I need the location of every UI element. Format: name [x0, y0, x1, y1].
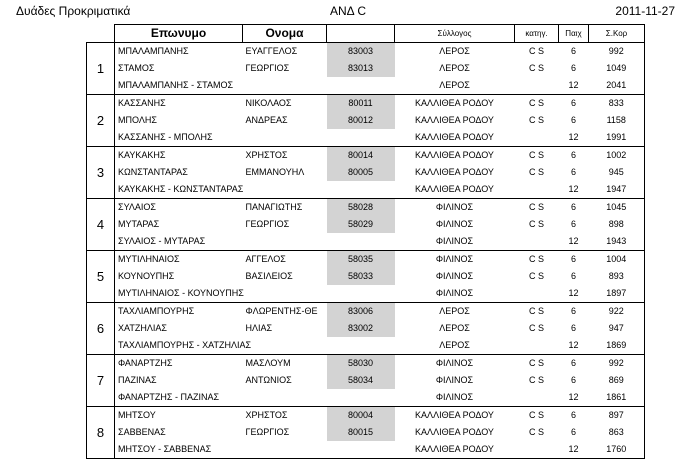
pair-club: ΚΑΛΛΙΘΕΑ ΡΟΔΟΥ	[395, 181, 515, 199]
player-category: C S	[528, 271, 544, 281]
player-club: ΦΙΛΙΝΟΣ	[395, 355, 515, 373]
player-row	[87, 355, 645, 373]
player-surname: ΣΤΑΜΟΣ	[118, 63, 155, 73]
team-number: 6	[87, 303, 115, 355]
player-name: ΜΑΣΛΟΥΜ	[243, 355, 327, 373]
player-surname: ΧΑΤΖΗΛΙΑΣ	[118, 323, 167, 333]
player-row	[87, 424, 645, 441]
player-score: 833	[589, 95, 645, 113]
player-surname: ΜΥΤΑΡΑΣ	[118, 219, 160, 229]
player-category: C S	[528, 63, 544, 73]
player-score: 1049	[589, 60, 645, 77]
player-row	[87, 303, 645, 321]
player-games: 6	[559, 147, 589, 165]
team-number: 4	[87, 199, 115, 251]
license-number: 80011	[327, 95, 395, 113]
pair-games: 12	[559, 233, 589, 251]
player-name: ΧΡΗΣΤΟΣ	[243, 147, 327, 165]
player-category: C S	[515, 95, 559, 113]
pair-score: 1991	[589, 129, 645, 147]
pair-total-row	[87, 337, 645, 355]
player-row	[87, 251, 645, 269]
pair-total-row	[87, 389, 645, 407]
player-games: 6	[570, 271, 576, 281]
license-number: 80015	[327, 424, 395, 441]
player-games: 6	[559, 303, 589, 321]
player-surname: ΜΠΟΛΗΣ	[118, 115, 157, 125]
pair-games: 12	[559, 77, 589, 95]
pair-club: ΛΕΡΟΣ	[395, 77, 515, 95]
player-score: 897	[589, 407, 645, 425]
player-club: ΚΑΛΛΙΘΕΑ ΡΟΔΟΥ	[415, 427, 494, 437]
team-number: 1	[87, 43, 115, 95]
player-club: ΚΑΛΛΙΘΕΑ ΡΟΔΟΥ	[415, 115, 494, 125]
player-category: C S	[528, 167, 544, 177]
license-number: 58030	[327, 355, 395, 373]
player-club: ΛΕΡΟΣ	[439, 323, 470, 333]
player-category: C S	[515, 251, 559, 269]
player-score: 947	[589, 320, 645, 337]
category-label: ΑΝΔ C	[330, 4, 367, 18]
player-surname: ΚΑΥΚΑΚΗΣ	[115, 147, 243, 165]
player-surname: ΜΠΑΛΑΜΠΑΝΗΣ	[115, 43, 243, 61]
player-row	[87, 43, 645, 61]
player-surname: ΣΑΒΒΕΝΑΣ	[118, 427, 166, 437]
pair-names: ΣΥΛΑΙΟΣ - ΜΥΤΑΡΑΣ	[115, 233, 395, 251]
team-number: 3	[87, 147, 115, 199]
player-name: ΓΕΩΡΓΙΟΣ	[245, 427, 290, 437]
header-row	[87, 25, 645, 43]
player-surname: ΜΗΤΣΟΥ	[115, 407, 243, 425]
player-name: ΒΑΣΙΛΕΙΟΣ	[245, 271, 293, 281]
license-number: 58034	[327, 372, 395, 389]
pair-category-empty	[515, 233, 559, 251]
player-games: 6	[570, 63, 576, 73]
pair-games: 12	[559, 285, 589, 303]
player-category: C S	[515, 355, 559, 373]
pair-category-empty	[515, 181, 559, 199]
player-surname: ΦΑΝΑΡΤΖΗΣ	[115, 355, 243, 373]
license-number: 80005	[327, 164, 395, 181]
player-score: 922	[589, 303, 645, 321]
player-surname: ΚΟΥΝΟΥΠΗΣ	[118, 271, 175, 281]
team-number: 7	[87, 355, 115, 407]
player-name: ΕΥΑΓΓΕΛΟΣ	[243, 43, 327, 61]
col-license	[327, 25, 395, 43]
player-row	[87, 216, 645, 233]
license-number: 83003	[327, 43, 395, 61]
player-games: 6	[559, 355, 589, 373]
license-number: 83006	[327, 303, 395, 321]
player-name: ΓΕΩΡΓΙΟΣ	[245, 219, 290, 229]
player-club: ΦΙΛΙΝΟΣ	[435, 271, 474, 281]
player-row	[87, 372, 645, 389]
player-games: 6	[570, 115, 576, 125]
player-row	[87, 95, 645, 113]
player-name: ΑΓΓΕΛΟΣ	[243, 251, 327, 269]
player-name: ΝΙΚΟΛΑΟΣ	[243, 95, 327, 113]
license-number: 83013	[327, 60, 395, 77]
col-total: Σ.Κορ	[589, 25, 645, 43]
pair-club: ΦΙΛΙΝΟΣ	[395, 389, 515, 407]
pair-score: 1947	[589, 181, 645, 199]
player-club: ΦΙΛΙΝΟΣ	[435, 375, 474, 385]
player-category: C S	[528, 115, 544, 125]
pair-score: 1943	[589, 233, 645, 251]
player-games: 6	[559, 199, 589, 217]
player-surname: ΚΩΝΣΤΑΝΤΑΡΑΣ	[118, 167, 188, 177]
player-score: 992	[589, 355, 645, 373]
player-games: 6	[559, 407, 589, 425]
license-number: 80004	[327, 407, 395, 425]
team-number: 8	[87, 407, 115, 459]
player-score: 893	[589, 268, 645, 285]
pair-total-row	[87, 233, 645, 251]
player-category: C S	[528, 219, 544, 229]
player-club: ΦΙΛΙΝΟΣ	[395, 199, 515, 217]
pair-club: ΚΑΛΛΙΘΕΑ ΡΟΔΟΥ	[395, 441, 515, 459]
col-name: Ονομα	[243, 25, 327, 43]
player-name: ΦΛΩΡΕΝΤΗΣ-ΘΕ	[243, 303, 327, 321]
pair-names: ΦΑΝΑΡΤΖΗΣ - ΠΑΖΙΝΑΣ	[115, 389, 395, 407]
license-number: 58033	[327, 268, 395, 285]
pair-category-empty	[515, 337, 559, 355]
player-club: ΚΑΛΛΙΘΕΑ ΡΟΔΟΥ	[395, 407, 515, 425]
pair-total-row	[87, 77, 645, 95]
player-category: C S	[515, 303, 559, 321]
player-surname: ΤΑΧΛΙΑΜΠΟΥΡΗΣ	[115, 303, 243, 321]
player-name: ΓΕΩΡΓΙΟΣ	[245, 63, 290, 73]
pair-category-empty	[515, 389, 559, 407]
player-name: ΑΝΔΡΕΑΣ	[245, 115, 288, 125]
license-number: 80014	[327, 147, 395, 165]
player-category: C S	[515, 147, 559, 165]
pair-names: ΜΥΤΙΛΗΝΑΙΟΣ - ΚΟΥΝΟΥΠΗΣ	[115, 285, 395, 303]
player-row	[87, 60, 645, 77]
player-score: 1004	[589, 251, 645, 269]
col-category: κατηγ.	[515, 25, 559, 43]
col-games: Παιχ	[559, 25, 589, 43]
player-surname: ΣΥΛΑΙΟΣ	[115, 199, 243, 217]
player-category: C S	[515, 199, 559, 217]
player-club: ΚΑΛΛΙΘΕΑ ΡΟΔΟΥ	[415, 167, 494, 177]
player-row	[87, 407, 645, 425]
pair-club: ΛΕΡΟΣ	[395, 337, 515, 355]
player-games: 6	[570, 323, 576, 333]
player-category: C S	[528, 375, 544, 385]
pair-category-empty	[515, 77, 559, 95]
col-club: Σύλλογος	[395, 25, 515, 43]
player-score: 1002	[589, 147, 645, 165]
player-surname: ΠΑΖΙΝΑΣ	[118, 375, 157, 385]
player-score: 945	[589, 164, 645, 181]
player-row	[87, 199, 645, 217]
report-title: Δυάδες Προκριματικά	[16, 4, 131, 18]
license-number: 58029	[327, 216, 395, 233]
pair-names: ΚΑΣΣΑΝΗΣ - ΜΠΟΛΗΣ	[115, 129, 395, 147]
player-club: ΚΑΛΛΙΘΕΑ ΡΟΔΟΥ	[395, 147, 515, 165]
player-surname: ΚΑΣΣΑΝΗΣ	[115, 95, 243, 113]
team-number: 5	[87, 251, 115, 303]
player-row	[87, 320, 645, 337]
license-number: 58028	[327, 199, 395, 217]
pair-category-empty	[515, 285, 559, 303]
pair-total-row	[87, 181, 645, 199]
col-surname: Επωνυμο	[115, 25, 243, 43]
player-score: 898	[589, 216, 645, 233]
player-name: ΧΡΗΣΤΟΣ	[243, 407, 327, 425]
pair-score: 1861	[589, 389, 645, 407]
pair-games: 12	[559, 441, 589, 459]
player-games: 6	[570, 375, 576, 385]
player-category: C S	[528, 427, 544, 437]
player-games: 6	[559, 95, 589, 113]
player-games: 6	[559, 43, 589, 61]
player-category: C S	[528, 323, 544, 333]
player-games: 6	[559, 251, 589, 269]
report-date: 2011-11-27	[615, 4, 675, 18]
license-number: 58035	[327, 251, 395, 269]
player-score: 1045	[589, 199, 645, 217]
pairs-body	[87, 43, 645, 459]
player-category: C S	[515, 43, 559, 61]
pair-total-row	[87, 441, 645, 459]
pair-games: 12	[559, 181, 589, 199]
player-row	[87, 268, 645, 285]
player-club: ΚΑΛΛΙΘΕΑ ΡΟΔΟΥ	[395, 95, 515, 113]
pair-club: ΚΑΛΛΙΘΕΑ ΡΟΔΟΥ	[395, 129, 515, 147]
player-games: 6	[570, 167, 576, 177]
player-club: ΛΕΡΟΣ	[439, 63, 470, 73]
pair-games: 12	[559, 129, 589, 147]
player-score: 992	[589, 43, 645, 61]
pairs-table	[86, 24, 645, 459]
license-number: 80012	[327, 112, 395, 129]
pair-score: 1760	[589, 441, 645, 459]
pair-category-empty	[515, 441, 559, 459]
pair-names: ΚΑΥΚΑΚΗΣ - ΚΩΝΣΤΑΝΤΑΡΑΣ	[115, 181, 395, 199]
pair-score: 2041	[589, 77, 645, 95]
pair-games: 12	[559, 337, 589, 355]
pair-category-empty	[515, 129, 559, 147]
player-club: ΦΙΛΙΝΟΣ	[395, 251, 515, 269]
player-score: 863	[589, 424, 645, 441]
player-club: ΦΙΛΙΝΟΣ	[435, 219, 474, 229]
player-club: ΛΕΡΟΣ	[395, 303, 515, 321]
pair-names: ΜΗΤΣΟΥ - ΣΑΒΒΕΝΑΣ	[115, 441, 395, 459]
player-score: 869	[589, 372, 645, 389]
team-number: 2	[87, 95, 115, 147]
pair-names: ΤΑΧΛΙΑΜΠΟΥΡΗΣ - ΧΑΤΖΗΛΙΑΣ	[115, 337, 395, 355]
player-name: ΕΜΜΑΝΟΥΗΛ	[245, 167, 305, 177]
player-row	[87, 147, 645, 165]
player-row	[87, 164, 645, 181]
pair-score: 1869	[589, 337, 645, 355]
player-score: 1158	[589, 112, 645, 129]
player-row	[87, 112, 645, 129]
pair-club: ΦΙΛΙΝΟΣ	[395, 233, 515, 251]
pair-names: ΜΠΑΛΑΜΠΑΝΗΣ - ΣΤΑΜΟΣ	[115, 77, 395, 95]
player-surname: ΜΥΤΙΛΗΝΑΙΟΣ	[115, 251, 243, 269]
player-games: 6	[570, 427, 576, 437]
player-club: ΛΕΡΟΣ	[395, 43, 515, 61]
player-name: ΠΑΝΑΓΙΩΤΗΣ	[243, 199, 327, 217]
pair-total-row	[87, 129, 645, 147]
player-category: C S	[515, 407, 559, 425]
player-name: ΑΝΤΩΝΙΟΣ	[245, 375, 292, 385]
pair-score: 1897	[589, 285, 645, 303]
pair-games: 12	[559, 389, 589, 407]
player-name: ΗΛΙΑΣ	[245, 323, 273, 333]
license-number: 83002	[327, 320, 395, 337]
player-games: 6	[570, 219, 576, 229]
pair-total-row	[87, 285, 645, 303]
pair-club: ΦΙΛΙΝΟΣ	[395, 285, 515, 303]
